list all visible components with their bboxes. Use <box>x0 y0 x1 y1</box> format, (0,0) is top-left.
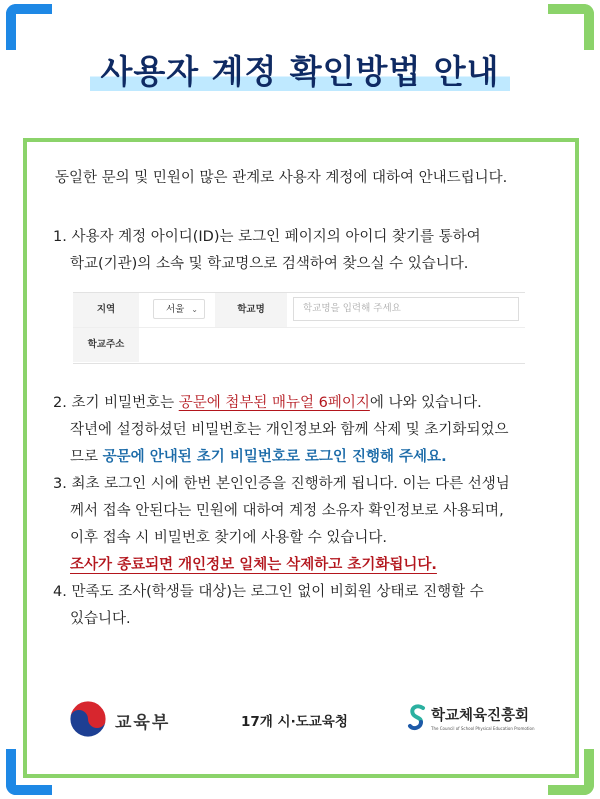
manual-page-highlight: 공문에 첨부된 매뉴얼 6페이지 <box>178 395 370 411</box>
item-2-prefix: 2. 초기 비밀번호는 <box>53 395 179 411</box>
item-3-line-1: 3. 최초 로그인 시에 한번 본인인증을 진행하게 됩니다. 이는 다른 선생님 <box>53 476 510 492</box>
item-1 <box>53 224 481 278</box>
school-search-form-example <box>73 292 525 364</box>
item-3-warning-line <box>53 552 510 579</box>
intro-text: 동일한 문의 및 민원이 많은 관계로 사용자 계정에 대하여 안내드립니다. <box>55 170 508 186</box>
ks-logo-icon <box>407 704 427 732</box>
item-4-line-2: 있습니다. <box>70 611 131 627</box>
region-select[interactable] <box>153 299 205 319</box>
item-2-line-3-prefix: 므로 <box>70 449 103 465</box>
notice-panel <box>23 138 579 778</box>
search-form-row-1 <box>73 293 525 328</box>
item-2-suffix: 에 나와 있습니다. <box>369 395 482 411</box>
item-2-line-2: 작년에 설정하셨던 비밀번호는 개인정보와 함께 삭제 및 초기화되었으 <box>70 422 509 438</box>
item-2-line-1 <box>53 390 508 417</box>
chevron-down-icon: ⌄ <box>191 305 198 314</box>
school-name-label: 학교명 <box>215 293 287 327</box>
page-title: 사용자 계정 확인방법 안내 <box>90 46 509 95</box>
item-3 <box>53 471 510 579</box>
ministry-name: 교육부 <box>115 713 171 733</box>
item-4-line-1: 4. 만족도 조사(학생들 대상)는 로그인 없이 비회원 상태로 진행할 수 <box>53 584 484 600</box>
search-form-row-2 <box>73 328 525 362</box>
item-3-line-3: 이후 접속 시 비밀번호 찾기에 사용할 수 있습니다. <box>70 530 388 546</box>
foundation-english-name: The Council of School Physical Education Promotion <box>431 726 535 731</box>
education-offices: 17개 시·도교육청 <box>241 714 348 730</box>
corner-decoration-top-right <box>548 4 594 50</box>
school-name-input[interactable] <box>293 297 519 321</box>
taegeuk-logo-icon <box>69 700 107 738</box>
foundation-name: 학교체육진흥회 <box>431 708 530 724</box>
item-4 <box>53 579 484 633</box>
school-name-placeholder: 학교명을 입력해 주세요 <box>303 303 401 314</box>
footer-logos <box>27 690 575 750</box>
item-1-line-1: 1. 사용자 계정 아이디(ID)는 로그인 페이지의 아이디 찾기를 통하여 <box>53 229 481 245</box>
region-label: 지역 <box>73 293 139 327</box>
item-2 <box>53 390 508 471</box>
corner-decoration-top-left <box>6 4 52 50</box>
privacy-warning: 조사가 종료되면 개인정보 일체는 삭제하고 초기화됩니다. <box>70 557 437 573</box>
region-select-value: 서울 <box>166 304 185 315</box>
initial-password-highlight: 공문에 안내된 초기 비밀번호로 로그인 진행해 주세요. <box>102 449 447 465</box>
header <box>0 46 600 95</box>
item-3-line-2: 께서 접속 안된다는 민원에 대하여 계정 소유자 확인정보로 사용되며, <box>70 503 504 519</box>
item-2-line-3 <box>53 444 508 471</box>
item-1-line-2: 학교(기관)의 소속 및 학교명으로 검색하여 찾으실 수 있습니다. <box>70 256 469 272</box>
school-address-label: 학교주소 <box>73 328 139 362</box>
